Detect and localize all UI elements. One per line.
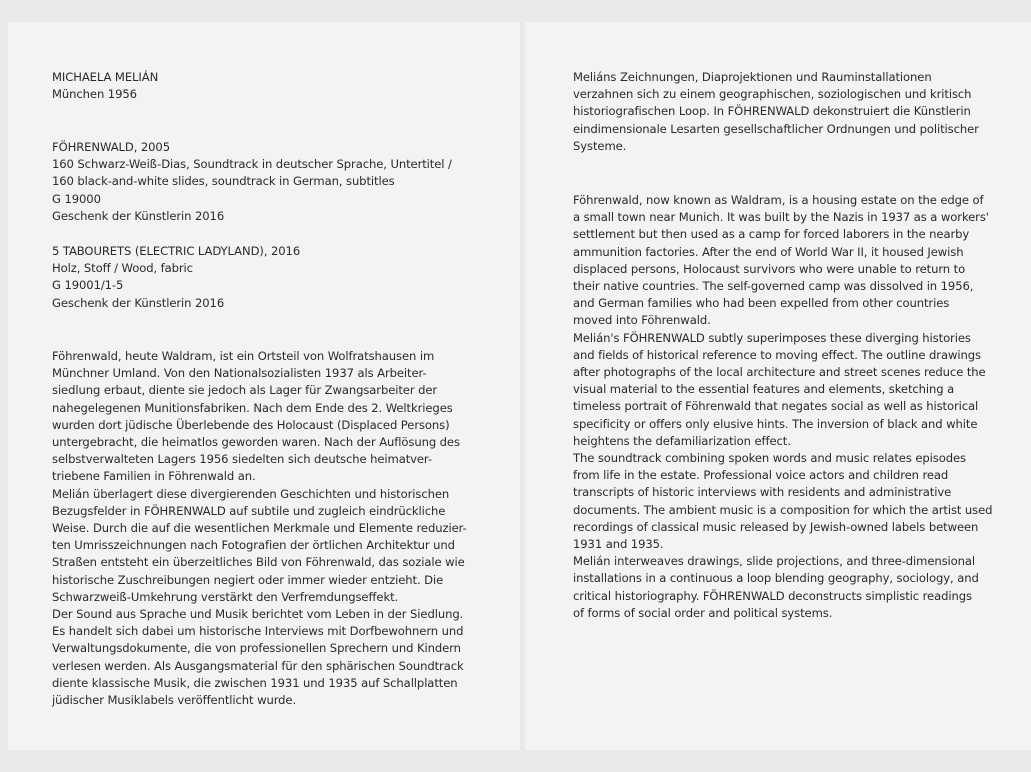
- text-line: Melián's FÖHRENWALD subtly superimposes these diverging histories: [573, 330, 971, 345]
- text-line: and German families who had been expelled from other countries: [573, 296, 950, 311]
- text-line: Schwarzweiß-Umkehrung verstärkt den Verfremdungseffekt.: [52, 589, 399, 604]
- text-line: moved into Föhrenwald.: [573, 313, 711, 328]
- text-line: Melián überlagert diese divergierenden Geschichten und historischen: [52, 486, 450, 501]
- text-line: Föhrenwald, now known as Waldram, is a housing estate on the edge of: [573, 193, 984, 207]
- text-line: 160 Schwarz-Weiß-Dias, Soundtrack in deutscher Sprache, Untertitel /: [52, 157, 452, 172]
- text-line: historiografischen Loop. In FÖHRENWALD dekonstruiert die Künstlerin: [573, 104, 971, 119]
- artist-block: [52, 69, 158, 103]
- text-line: ten Umrisszeichnungen nach Fotografien der örtlichen Architektur und: [52, 538, 455, 553]
- text-line: The soundtrack combining spoken words and music relates episodes: [573, 451, 966, 466]
- text-line: Systeme.: [573, 138, 627, 153]
- text-line: and fields of historical reference to moving effect. The outline drawings: [573, 347, 981, 362]
- text-line: jüdischer Musiklabels veröffentlicht wurde.: [52, 693, 297, 708]
- text-line: Straßen entsteht ein überzeitliches Bild von Föhrenwald, das soziale wie: [52, 555, 465, 570]
- work-tabourets: [52, 243, 300, 312]
- text-line: settlement but then used as a camp for forced laborers in the nearby: [573, 227, 970, 242]
- text-line: FÖHRENWALD, 2005: [52, 140, 170, 154]
- text-line: heightens the defamiliarization effect.: [573, 433, 791, 448]
- text-line: visual material to the essential features and elements, sketching a: [573, 382, 955, 397]
- text-line: triebene Familien in Föhrenwald an.: [52, 469, 256, 484]
- text-line: siedlung erbaut, diente sie jedoch als Lager für Zwangsarbeiter der: [52, 383, 438, 398]
- text-line: 1931 and 1935.: [573, 537, 664, 552]
- text-line: selbstverwalteten Lagers 1956 siedelten sich deutsche heimatver-: [52, 452, 432, 467]
- text-line: Verwaltungsdokumente, die von professionellen Sprechern und Kindern: [52, 641, 461, 656]
- text-line: Meliáns Zeichnungen, Diaprojektionen und Rauminstallationen: [573, 70, 932, 84]
- text-line: specificity or offers only elusive hints. The inversion of black and white: [573, 416, 978, 431]
- text-line: Es handelt sich dabei um historische Interviews mit Dorfbewohnern und: [52, 624, 464, 639]
- text-line: installations in a continuous a loop blending geography, sociology, and: [573, 571, 979, 586]
- text-line: a small town near Munich. It was built by the Nazis in 1937 as a workers': [573, 210, 989, 225]
- text-line: Geschenk der Künstlerin 2016: [52, 295, 225, 310]
- work-foehrenwald: [52, 139, 452, 225]
- text-line: Weise. Durch die auf die wesentlichen Merkmale und Elemente reduzier-: [52, 521, 467, 536]
- text-line: G 19000: [52, 191, 101, 206]
- text-line: verzahnen sich zu einem geographischen, soziologischen und kritisch: [573, 87, 972, 102]
- text-line: G 19001/1-5: [52, 278, 124, 293]
- text-line: verlesen werden. Als Ausgangsmaterial für den sphärischen Soundtrack: [52, 658, 464, 673]
- text-line: München 1956: [52, 87, 137, 102]
- text-line: 160 black-and-white slides, soundtrack in German, subtitles: [52, 174, 395, 189]
- text-line: Der Sound aus Sprache und Musik berichtet vom Leben in der Siedlung.: [52, 607, 464, 622]
- text-line: Bezugsfelder in FÖHRENWALD auf subtile und zugleich eindrückliche: [52, 503, 446, 518]
- text-line: historische Zuschreibungen negiert oder immer wieder entzieht. Die: [52, 572, 444, 587]
- text-line: Münchner Umland. Von den Nationalsozialisten 1937 als Arbeiter-: [52, 366, 427, 381]
- text-line: their native countries. The self-governed camp was dissolved in 1956,: [573, 279, 974, 294]
- text-line: recordings of classical music released by Jewish-owned labels between: [573, 519, 979, 534]
- text-line: Geschenk der Künstlerin 2016: [52, 208, 225, 223]
- text-line: nahegelegenen Munitionsfabriken. Nach dem Ende des 2. Weltkrieges: [52, 400, 453, 415]
- text-line: 5 TABOURETS (ELECTRIC LADYLAND), 2016: [52, 244, 301, 258]
- text-line: after photographs of the local architecture and street scenes reduce the: [573, 365, 986, 380]
- text-line: ammunition factories. After the end of World War II, it housed Jewish: [573, 244, 964, 259]
- text-line: transcripts of historic interviews with residents and administrative: [573, 485, 952, 500]
- text-line: of forms of social order and political systems.: [573, 605, 833, 620]
- text-line: eindimensionale Lesarten gesellschaftlicher Ordnungen und politischer: [573, 121, 979, 136]
- text-line: critical historiography. FÖHRENWALD deconstructs simplistic readings: [573, 588, 972, 603]
- text-line: untergebracht, die heimatlos geworden waren. Nach der Auflösung des: [52, 435, 460, 450]
- german-text-end: [573, 69, 979, 155]
- text-line: diente klassische Musik, die zwischen 1931 und 1935 auf Schallplatten: [52, 675, 458, 690]
- text-line: Melián interweaves drawings, slide projections, and three-dimensional: [573, 554, 976, 569]
- english-text: [573, 192, 992, 622]
- text-line: MICHAELA MELIÁN: [52, 70, 159, 84]
- text-line: Holz, Stoff / Wood, fabric: [52, 261, 193, 276]
- german-text: [52, 348, 467, 709]
- text-line: timeless portrait of Föhrenwald that negates social as well as historical: [573, 399, 979, 414]
- text-line: displaced persons, Holocaust survivors who were unable to return to: [573, 261, 966, 276]
- text-line: wurden dort jüdische Überlebende des Holocaust (Displaced Persons): [52, 417, 450, 432]
- text-line: documents. The ambient music is a composition for which the artist used: [573, 502, 993, 517]
- text-line: from life in the estate. Professional voice actors and children read: [573, 468, 949, 483]
- text-line: Föhrenwald, heute Waldram, ist ein Ortsteil von Wolfratshausen im: [52, 349, 435, 363]
